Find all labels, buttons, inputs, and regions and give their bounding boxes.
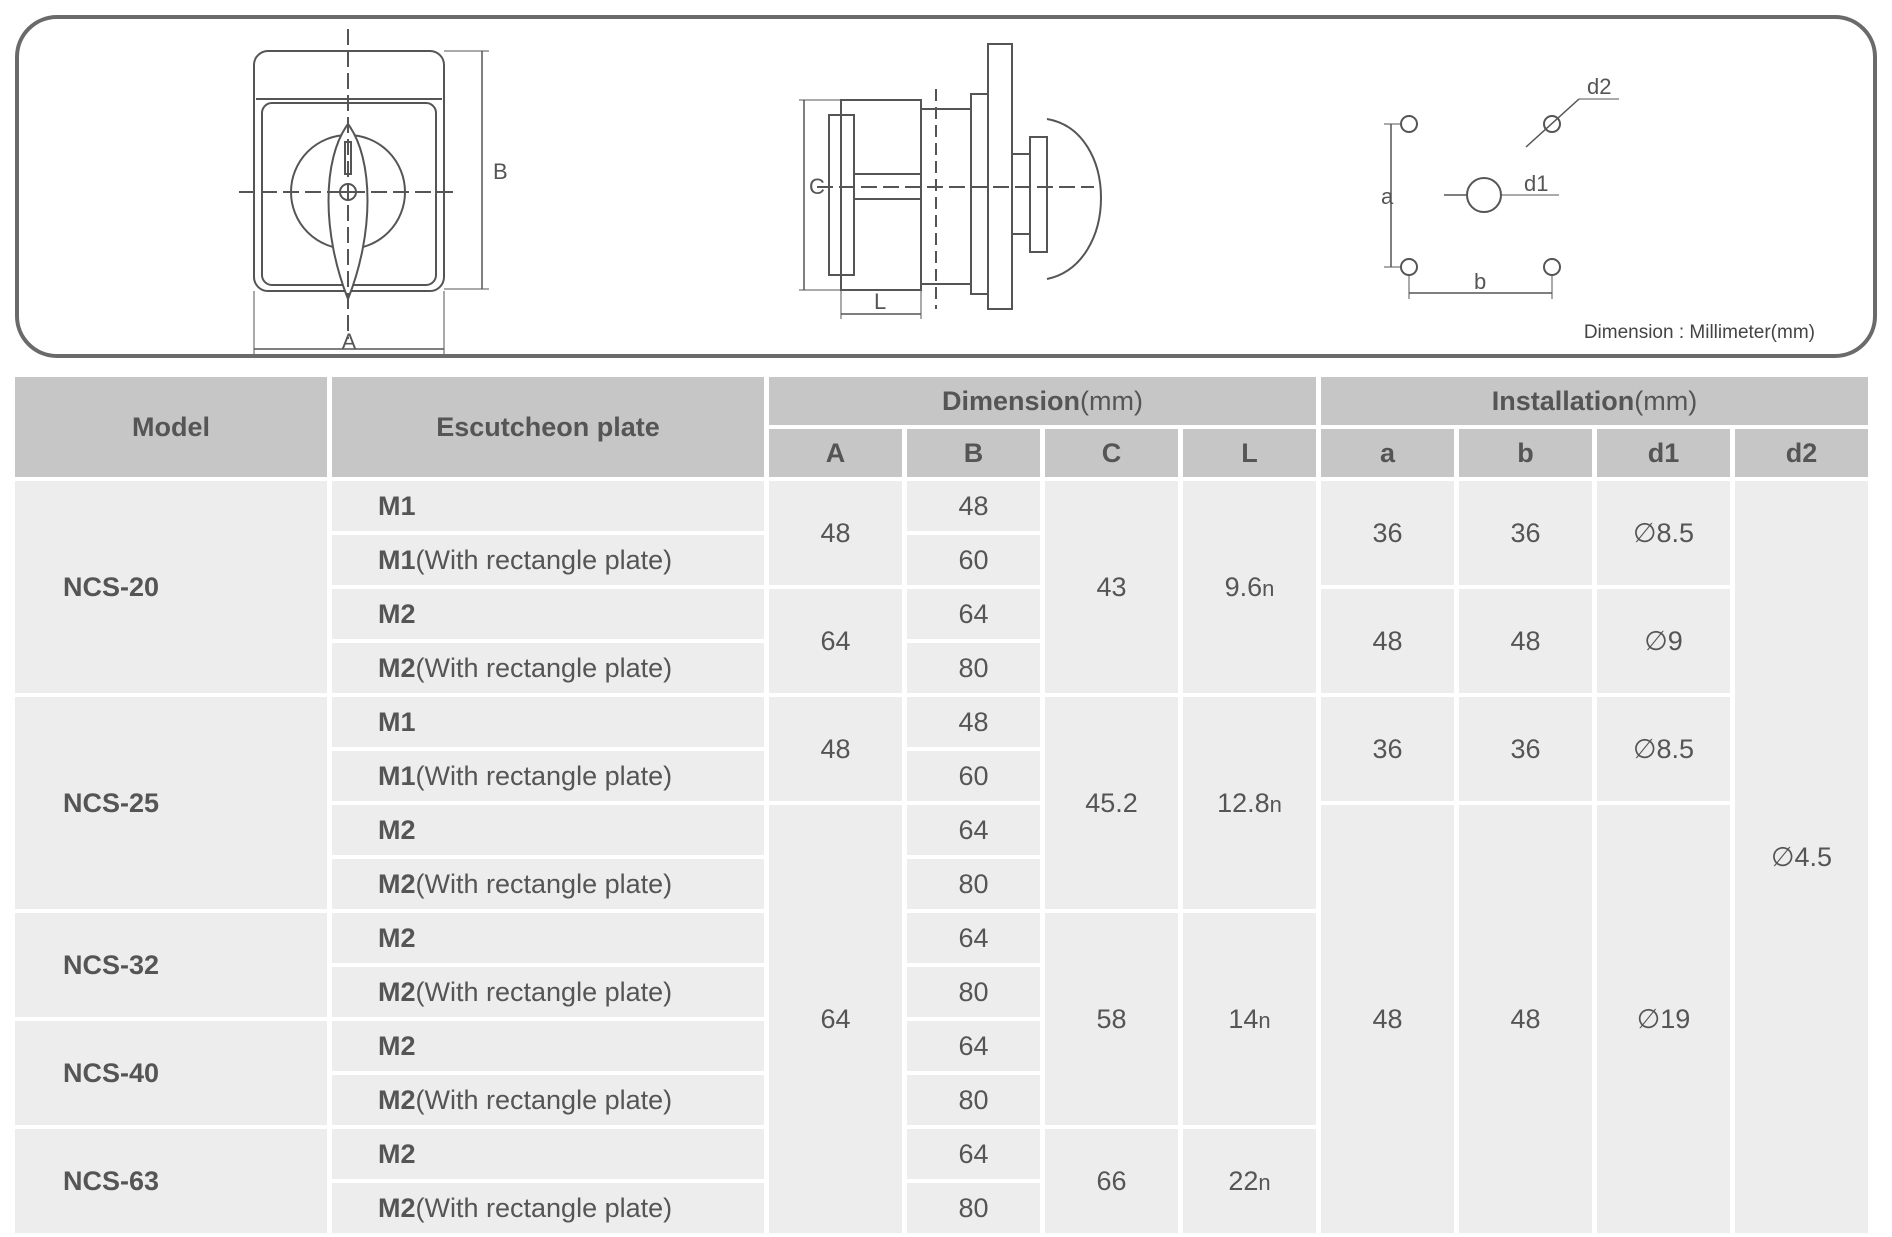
dim-B-cell: 80 xyxy=(907,643,1040,693)
dim-B-cell: 60 xyxy=(907,535,1040,585)
dim-L-cell: 22n xyxy=(1183,1129,1316,1233)
inst-d2-cell: ∅4.5 xyxy=(1735,481,1868,1233)
plate-cell: M2 xyxy=(332,1129,764,1179)
inst-a-cell: 48 xyxy=(1321,805,1454,1233)
dim-B-cell: 80 xyxy=(907,967,1040,1017)
plate-cell: M2(With rectangle plate) xyxy=(332,1075,764,1125)
side-view-drawing xyxy=(799,44,1101,319)
dim-A-cell: 48 xyxy=(769,481,902,585)
plate-cell: M1(With rectangle plate) xyxy=(332,535,764,585)
label-d1: d1 xyxy=(1524,171,1549,196)
inst-a-cell: 36 xyxy=(1321,481,1454,585)
header-col-d2: d2 xyxy=(1735,429,1868,477)
dim-B-cell: 48 xyxy=(907,697,1040,747)
spec-table xyxy=(10,373,1873,1237)
dim-B-cell: 80 xyxy=(907,1075,1040,1125)
dim-B-cell: 64 xyxy=(907,589,1040,639)
dim-B-cell: 80 xyxy=(907,1183,1040,1233)
drawing-panel xyxy=(15,15,1877,358)
dim-C-cell: 58 xyxy=(1045,913,1178,1125)
header-col-b: b xyxy=(1459,429,1592,477)
plate-cell: M2 xyxy=(332,805,764,855)
label-L: L xyxy=(874,289,887,314)
inst-d1-cell: ∅19 xyxy=(1597,805,1730,1233)
dim-B-cell: 80 xyxy=(907,859,1040,909)
dim-C-cell: 66 xyxy=(1045,1129,1178,1233)
inst-b-cell: 48 xyxy=(1459,805,1592,1233)
plate-cell: M1 xyxy=(332,697,764,747)
header-escutcheon-plate: Escutcheon plate xyxy=(332,377,764,477)
header-dimension: Dimension(mm) xyxy=(769,377,1316,425)
plate-cell: M2 xyxy=(332,589,764,639)
header-model: Model xyxy=(15,377,327,477)
plate-cell: M2(With rectangle plate) xyxy=(332,859,764,909)
dimension-unit-note: Dimension : Millimeter(mm) xyxy=(1583,322,1815,343)
inst-b-cell: 36 xyxy=(1459,481,1592,585)
table-row xyxy=(15,481,1868,531)
label-C: C xyxy=(809,174,825,199)
inst-b-cell: 48 xyxy=(1459,589,1592,693)
dim-B-cell: 60 xyxy=(907,751,1040,801)
label-d2: d2 xyxy=(1587,74,1612,99)
dim-L-cell: 14n xyxy=(1183,913,1316,1125)
inst-a-cell: 48 xyxy=(1321,589,1454,693)
dim-B-cell: 64 xyxy=(907,805,1040,855)
inst-d1-cell: ∅8.5 xyxy=(1597,697,1730,801)
header-col-A: A xyxy=(769,429,902,477)
model-cell: NCS-40 xyxy=(15,1021,327,1125)
plate-cell: M2(With rectangle plate) xyxy=(332,643,764,693)
header-col-L: L xyxy=(1183,429,1316,477)
front-view-drawing xyxy=(239,29,489,354)
label-a: a xyxy=(1381,184,1394,209)
label-b: b xyxy=(1474,269,1487,294)
model-cell: NCS-32 xyxy=(15,913,327,1017)
dim-B-cell: 64 xyxy=(907,1129,1040,1179)
inst-b-cell: 36 xyxy=(1459,697,1592,801)
model-cell: NCS-25 xyxy=(15,697,327,909)
header-col-a: a xyxy=(1321,429,1454,477)
model-cell: NCS-63 xyxy=(15,1129,327,1233)
plate-cell: M2 xyxy=(332,913,764,963)
dim-C-cell: 45.2 xyxy=(1045,697,1178,909)
label-B: B xyxy=(493,159,508,184)
header-col-C: C xyxy=(1045,429,1178,477)
dim-A-cell: 48 xyxy=(769,697,902,801)
dim-L-cell: 9.6n xyxy=(1183,481,1316,693)
plate-cell: M2(With rectangle plate) xyxy=(332,1183,764,1233)
dim-A-cell: 64 xyxy=(769,805,902,1233)
dim-B-cell: 64 xyxy=(907,913,1040,963)
plate-cell: M1 xyxy=(332,481,764,531)
dim-L-cell: 12.8n xyxy=(1183,697,1316,909)
dim-B-cell: 64 xyxy=(907,1021,1040,1071)
inst-d1-cell: ∅9 xyxy=(1597,589,1730,693)
plate-cell: M1(With rectangle plate) xyxy=(332,751,764,801)
header-col-B: B xyxy=(907,429,1040,477)
technical-drawings xyxy=(19,19,1881,362)
model-cell: NCS-20 xyxy=(15,481,327,693)
dim-A-cell: 64 xyxy=(769,589,902,693)
inst-d1-cell: ∅8.5 xyxy=(1597,481,1730,585)
mounting-holes-drawing xyxy=(1384,99,1619,299)
label-A: A xyxy=(341,329,357,354)
plate-cell: M2 xyxy=(332,1021,764,1071)
header-col-d1: d1 xyxy=(1597,429,1730,477)
dim-C-cell: 43 xyxy=(1045,481,1178,693)
inst-a-cell: 36 xyxy=(1321,697,1454,801)
plate-cell: M2(With rectangle plate) xyxy=(332,967,764,1017)
table-row xyxy=(15,697,1868,747)
header-installation: Installation(mm) xyxy=(1321,377,1868,425)
dim-B-cell: 48 xyxy=(907,481,1040,531)
